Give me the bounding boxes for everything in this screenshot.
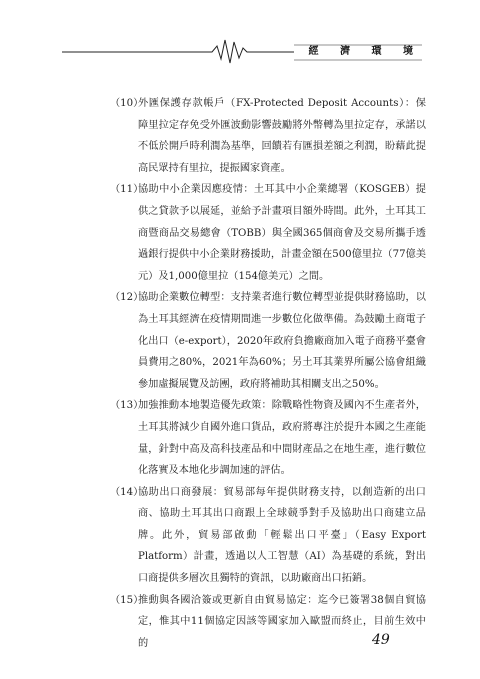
- page-number: 49: [372, 632, 390, 648]
- item-text: 協助企業數位轉型：支持業者進行數位轉型並提供財務協助，以為土耳其經濟在疫情期間進一步數位化做準備。為鼓勵土商電子化出口（e-export），2020年政府負擔廠商加入電子商務平臺會員費用之80%，2021年為60%；另土耳其業界所屬公協會組織參加虛擬展覽及訪團，政府將補助其相關支出之50%。: [138, 292, 426, 390]
- item-number: （13）: [110, 400, 144, 412]
- item-text: 推動與各國洽簽或更新自由貿易協定：迄今已簽署38個自貿協定，惟其中11個協定因該等國家加入歐盟而終止，目前生效中的: [138, 594, 426, 649]
- item-text: 協助出口商發展：貿易部每年提供財務支持，以創造新的出口商、協助土耳其出口商跟上全球競爭對手及協助出口商建立品牌。此外，貿易部啟動「輕鬆出口平臺」（Easy Export Platform）計畫，透過以人工智慧（AI）為基礎的系統，對出口商提供多層次且獨特的資訊，以助廠商出口拓銷。: [138, 486, 426, 585]
- item-text: 外匯保護存款帳戶（FX-Protected Deposit Accounts）：保障里拉定存免受外匯波動影響鼓勵將外幣轉為里拉定存，承諾以不低於開戶時利潤為基準，回饋若有匯損差額之利潤，盼藉此提高民眾持有里拉，提振國家資產。: [138, 98, 426, 174]
- item-text: 加強推動本地製造優先政策：除戰略性物資及國內不生產者外，土耳其將減少自國外進口貨品，政府將專注於提升本國之生產能量，針對中高及高科技產品和中間財產品之在地生產，進行數位化落實及本地化步調加速的評估。: [138, 400, 426, 477]
- item-number: （10）: [110, 98, 144, 109]
- list-item: [110, 179, 426, 287]
- item-number: （12）: [110, 292, 144, 304]
- list-item: [110, 482, 426, 590]
- item-number: （14）: [110, 486, 144, 498]
- section-title: 經 濟 環 境: [308, 46, 422, 57]
- list-item: [110, 287, 426, 395]
- item-text: 協助中小企業因應疫情：土耳其中小企業總署（KOSGEB）提供之貸款予以展延，並給予計畫項目額外時間。此外，土耳其工商暨商品交易總會（TOBB）與全國365個商會及交易所攜手透過銀行提供中小企業財務援助，計畫金額在500億里拉（77億美元）及1,000億里拉（154億美元）之間。: [138, 184, 426, 282]
- item-number: （11）: [110, 184, 144, 196]
- article-body: [110, 93, 426, 654]
- list-item: [110, 93, 426, 179]
- page-header: [62, 32, 422, 72]
- list-item: [110, 395, 426, 481]
- item-number: （15）: [110, 594, 144, 606]
